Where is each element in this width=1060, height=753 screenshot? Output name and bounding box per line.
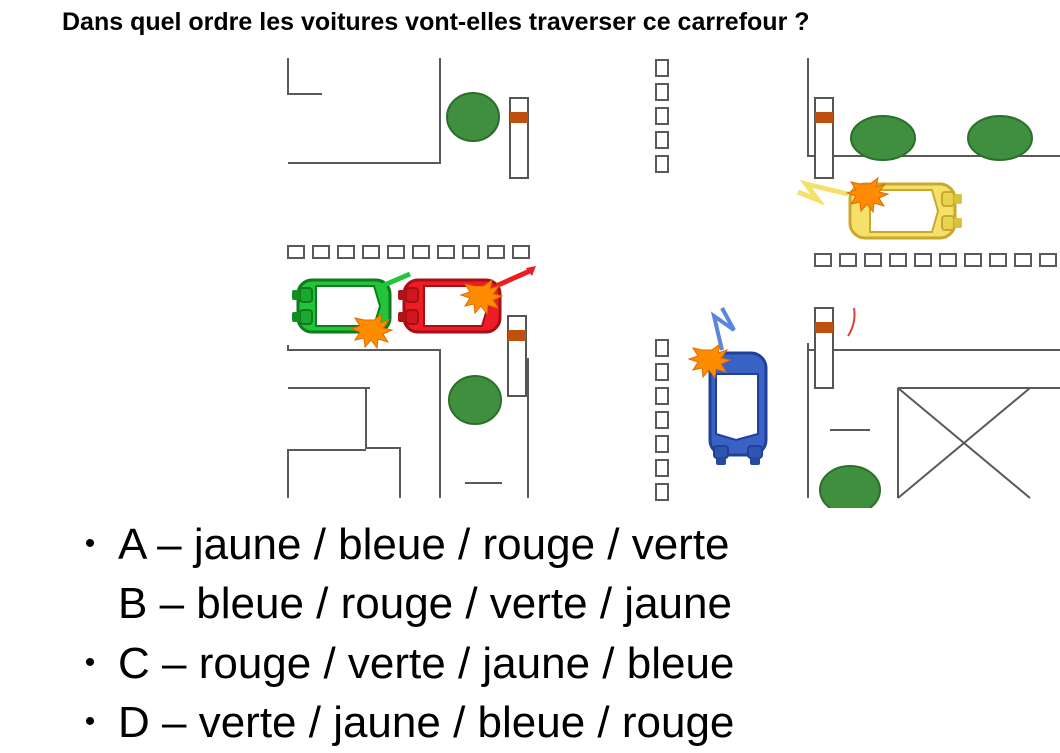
pedestrian-crossing-top-middle (656, 60, 668, 172)
traffic-post-icon (815, 308, 833, 388)
answer-label: B – bleue / rouge / verte / jaune (118, 579, 732, 629)
tree-icon (820, 466, 880, 508)
blue-car (689, 308, 766, 465)
green-car (292, 274, 410, 348)
tree-icon (449, 376, 501, 424)
traffic-post-icon (508, 316, 526, 396)
answer-label: D – verte / jaune / bleue / rouge (118, 698, 735, 748)
red-arc-marking (848, 308, 855, 336)
answer-option-b[interactable] (62, 574, 1042, 633)
answer-option-c[interactable] (62, 634, 1042, 693)
answer-options (62, 515, 1042, 753)
bullet-icon: • (84, 527, 96, 560)
tree-icon (851, 116, 915, 160)
bullet-icon: • (84, 705, 96, 739)
crossroads-illustration (270, 58, 1060, 508)
yellow-car (798, 178, 962, 238)
traffic-post-icon (815, 98, 833, 178)
pedestrian-crossing-right (815, 254, 1056, 266)
answer-option-a[interactable] (62, 515, 1042, 574)
tree-icon (968, 116, 1032, 160)
traffic-post-icon (510, 98, 528, 178)
pedestrian-crossing-left (288, 246, 529, 258)
page-title: Dans quel ordre les voitures vont-elles traverser ce carrefour ? (62, 8, 810, 36)
tree-icon (447, 93, 499, 141)
answer-option-d[interactable] (62, 693, 1042, 752)
pedestrian-crossing-bottom-middle (656, 340, 668, 500)
answer-label: C – rouge / verte / jaune / bleue (118, 638, 735, 688)
answer-label: A – jaune / bleue / rouge / verte (118, 520, 730, 569)
bullet-icon: • (84, 645, 96, 679)
